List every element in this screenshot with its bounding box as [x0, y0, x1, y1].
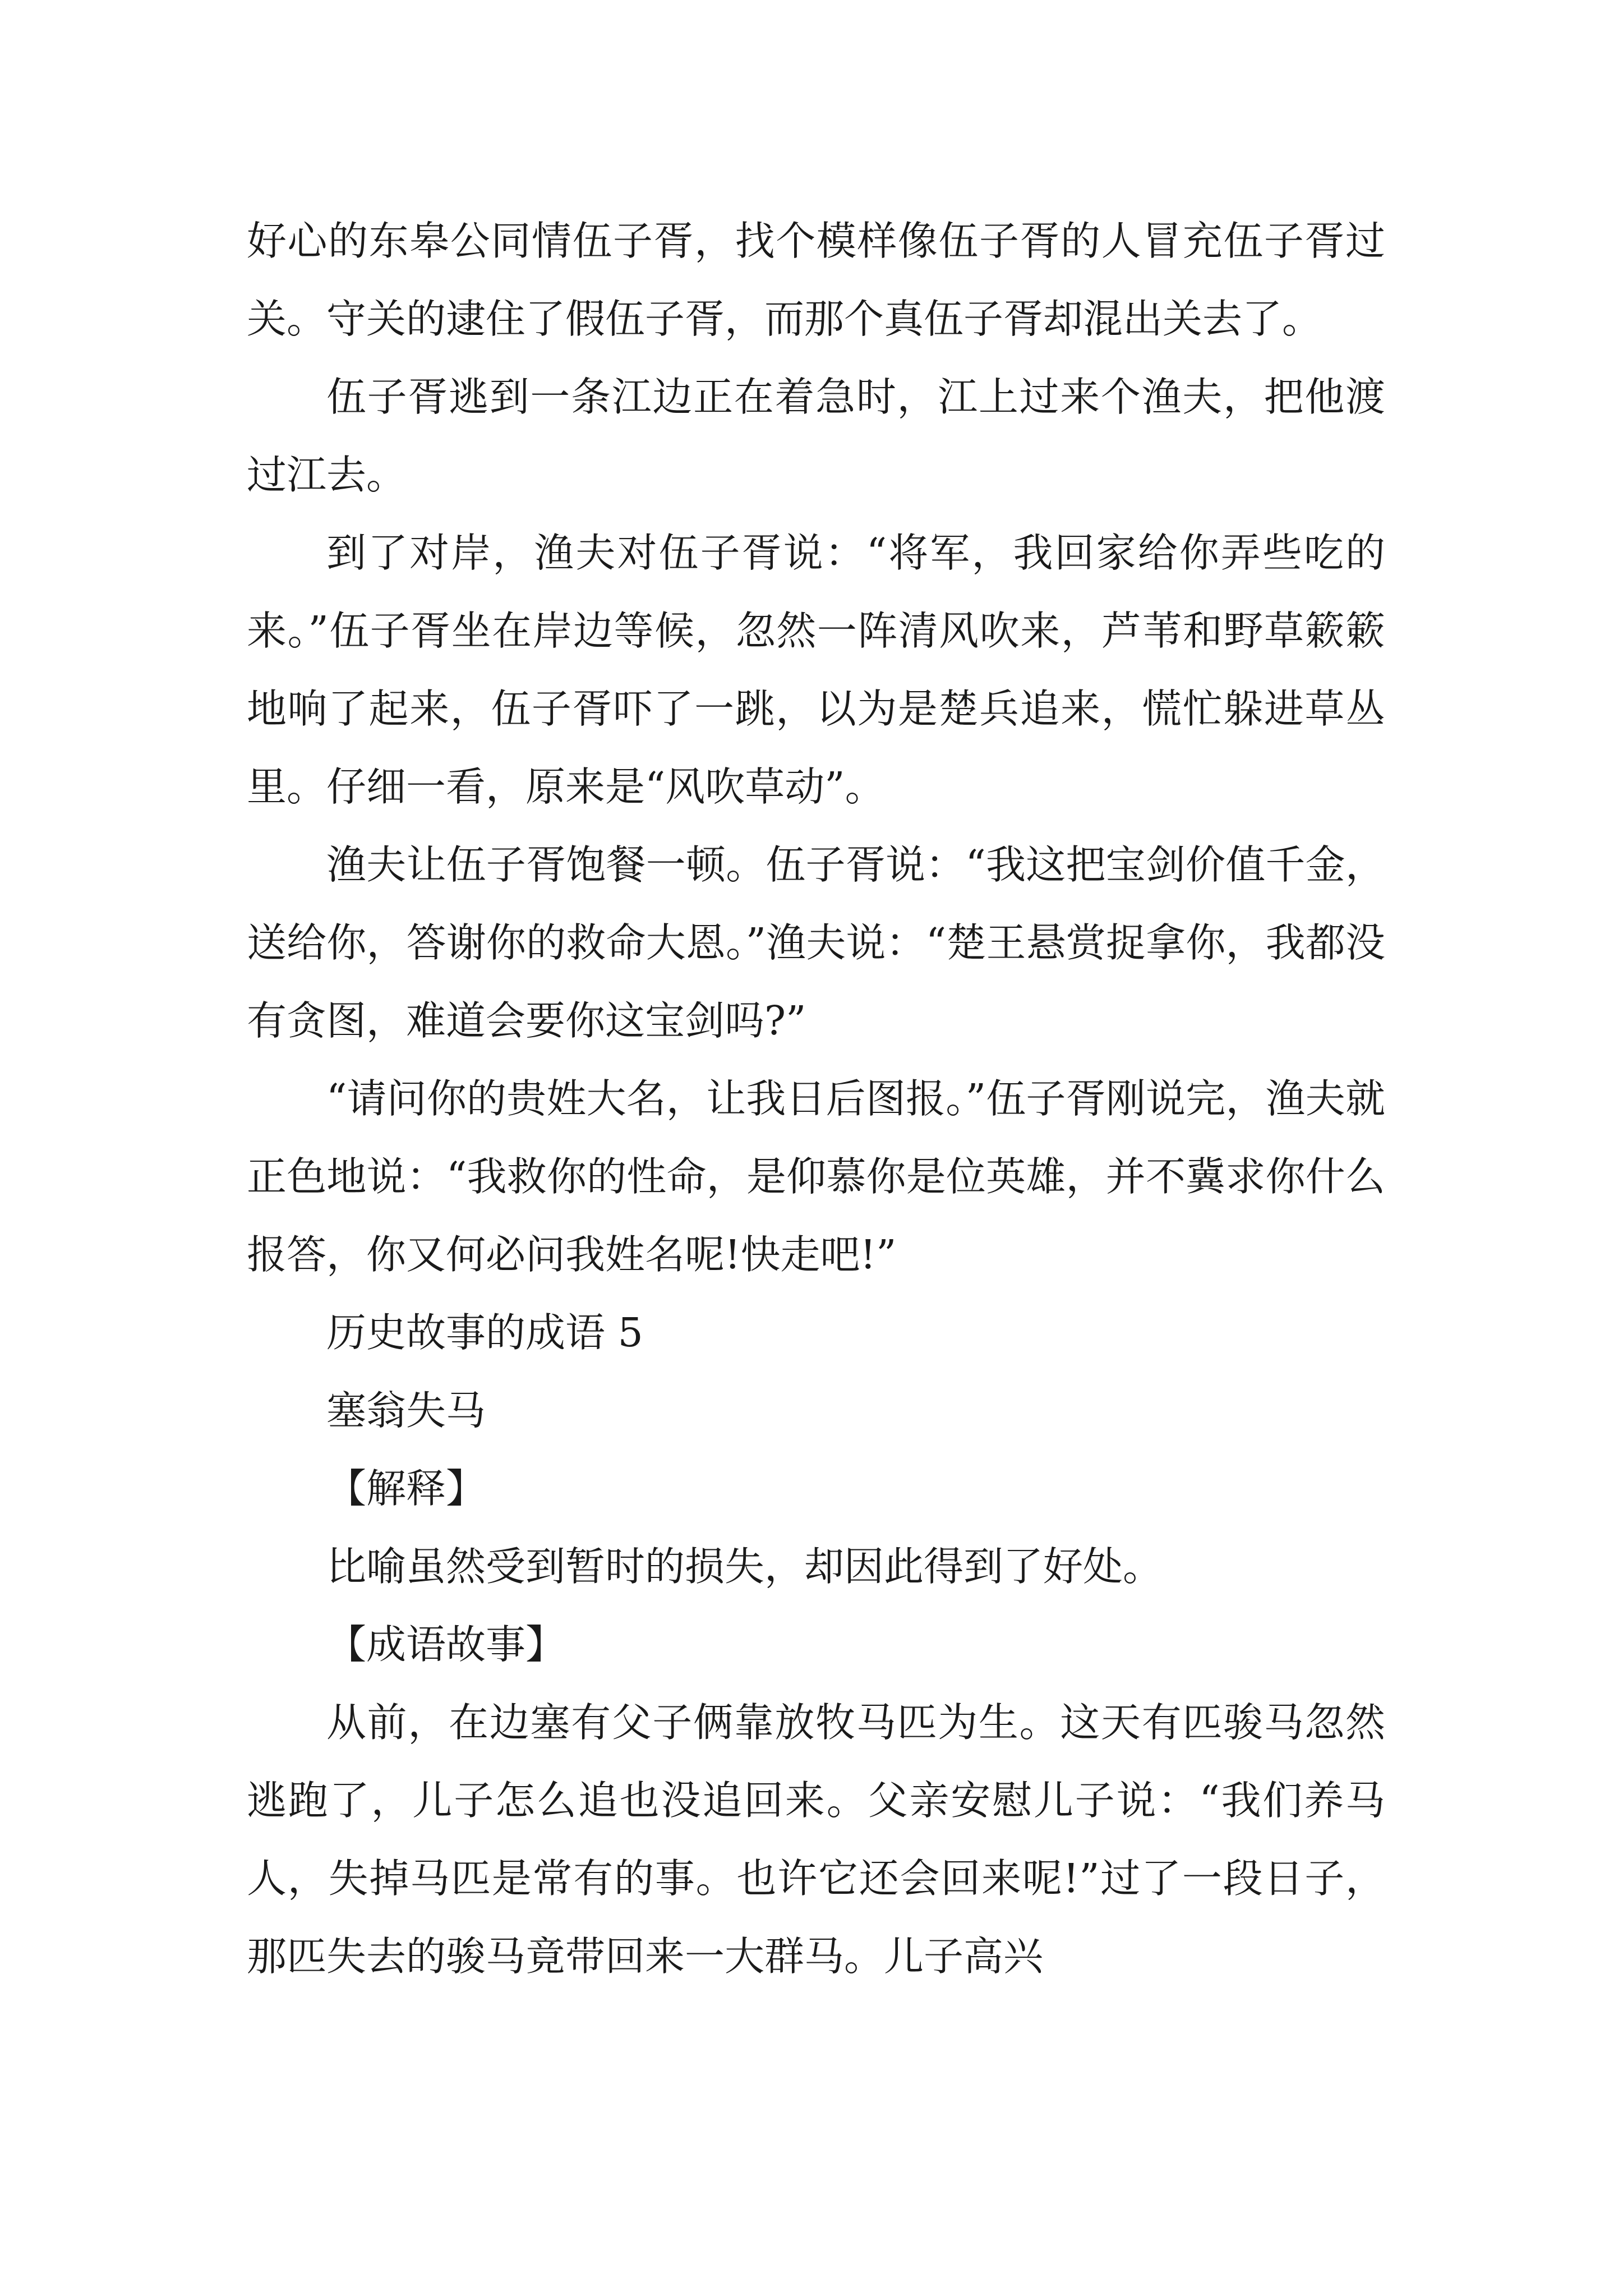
section-heading: 历史故事的成语 5 — [326, 1309, 643, 1356]
paragraph-4: 渔夫让伍子胥饱餐一顿。伍子胥说：“我这把宝剑价值千金，送给你，答谢你的救命大恩。”渔夫说：“楚王悬赏捉拿你，我都没有贪图，难道会要你这宝剑吗?” — [247, 841, 1385, 1044]
paragraph-1: 好心的东皋公同情伍子胥，找个模样像伍子胥的人冒充伍子胥过关。守关的逮住了假伍子胥，而那个真伍子胥却混出关去了。 — [247, 218, 1385, 342]
paragraph-3: 到了对岸，渔夫对伍子胥说：“将军，我回家给你弄些吃的来。”伍子胥坐在岸边等候，忽然一阵清风吹来，芦苇和野草簌簌地响了起来，伍子胥吓了一跳，以为是楚兵追来，慌忙躲进草丛里。仔细一看，原来是“风吹草动”。 — [247, 530, 1385, 810]
paragraph-5: “请问你的贵姓大名，让我日后图报。”伍子胥刚说完，渔夫就正色地说：“我救你的性命，是仰慕你是位英雄，并不冀求你什么报答，你又何必问我姓名呢!快走吧!” — [247, 1075, 1385, 1278]
paragraph-2: 伍子胥逃到一条江边正在着急时，江上过来个渔夫，把他渡过江去。 — [247, 374, 1385, 498]
story-label: 【成语故事】 — [326, 1621, 566, 1668]
explanation-text: 比喻虽然受到暂时的损失，却因此得到了好处。 — [326, 1543, 1163, 1590]
document-body — [247, 202, 1385, 1995]
story-text: 从前，在边塞有父子俩靠放牧马匹为生。这天有匹骏马忽然逃跑了，儿子怎么追也没追回来。父亲安慰儿子说：“我们养马人，失掉马匹是常有的事。也许它还会回来呢!”过了一段日子，那匹失去的骏马竟带回来一大群马。儿子高兴 — [247, 1699, 1385, 1980]
idiom-title: 塞翁失马 — [326, 1387, 486, 1434]
explanation-label: 【解释】 — [326, 1465, 486, 1512]
